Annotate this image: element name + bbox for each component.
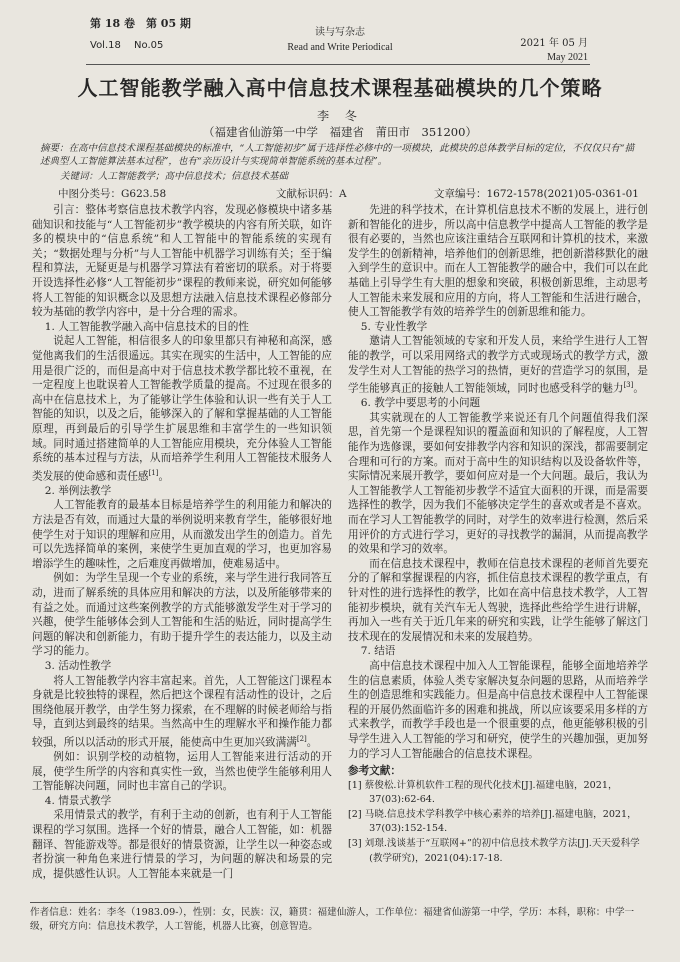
body-paragraph: 将人工智能教学内容丰富起来。首先，人工智能这门课程本身就是比较独特的课程，然后把这个课程有活动性的设计，之后围绕他展开教学，由学生努力探索，在不理解的时候老师给与指导，直到达到最终的结果。当然高中生的理解水平和操作能力都较强，所以以活动的形式开展，能使高中生更加兴致满满[2]。 (32, 674, 332, 749)
body-paragraph: 先进的科学技术，在计算机信息技术不断的发展上，进行创新和智能化的进步，所以高中信息教学中提高人工智能的教学是很有必要的，当然也应该注重结合互联网和计算机的技术，来激发学生的创新精神，培养他们的创新思维，把创新潜移默化的融入到学生的意识中。而在人工智能教学的融合中，我们可以在此基础上引导学生有大胆的想象和突破，积极创新思维，主动思考人工智能未来发展和应用的方向，将人工智能和生活进行融合，使人工智能教学有效的培养学生的创新思维和能力。 (348, 204, 648, 319)
body-paragraph: 引言：整体考察信息技术教学内容，发现必修模块中诸多基础知识和技能与“人工智能初步”教学模块的内容有所关联，如许多的模块中的“信息系统”和人工智能中的智能系统的实现有关；“数据处理与分析”与人工智能中机器学习训练有关；至于编程和算法，无疑更是与机器学习算法有着密切的联系。对于将要开设选择性必修“人工智能初步”课程的教师来说，研究如何能够将人工智能的知识概念以及思想方法融入信息技术课程必修部分较为基础的教学内容中，是十分合理的需求。 (32, 204, 332, 319)
body-paragraph: 例如：为学生呈现一个专业的系统，来与学生进行我同答互动，进而了解系统的具体应用和解决的方法，以及所能够带来的有益之处。而通过这些案例教学的方式能够激发学生对于学习的兴趣，使学生能够体会到人工智能和生活的贴近，同时提高学生问题的解决和创新能力，有助于提升学生的表达能力，以及主动学习的能力。 (32, 572, 332, 658)
document-code: 文献标识码：A (276, 188, 347, 200)
section-heading: 7. 结语 (360, 645, 396, 658)
left-column (32, 203, 332, 898)
journal-name-en: Read and Write Periodical (287, 42, 393, 53)
body-paragraph: 人工智能教育的最基本目标是培养学生的利用能力和解决的方法是否有效，而通过大量的举例说明来教育学生，能够很好地使学生对于知识的理解和应用，从而激发出学生的创造力。首先可以先选择简单的案例，来使学生更加直观的学习，也更加容易增添学生的趣味性，之后难度再做增加，使难易适中。 (32, 499, 332, 570)
section-heading: 4. 情景式教学 (44, 794, 112, 807)
section-heading: 2. 举例法教学 (44, 484, 112, 497)
references (348, 764, 652, 866)
article-number: 文章编号：1672-1578(2021)05-0361-01 (434, 188, 639, 200)
body-paragraph: 例如：识别学校的动植物，运用人工智能来进行活动的开展，使学生所学的内容和真实性一致，当然也使学生能够利用人工智能解决问题，同时也丰富自己的学识。 (32, 751, 332, 793)
author-name: 李 冬 (317, 109, 363, 123)
date-en: May 2021 (547, 52, 588, 63)
reference-item: [3] 刘璟.浅谈基于“互联网+”的初中信息技术教学方法[J].天天爱科学(教学研究)，2021(04):17-18. (348, 837, 640, 864)
references-title: 参考文献： (348, 765, 401, 777)
body-paragraph: 高中信息技术课程中加入人工智能课程，能够全面地培养学生的信息素质，体验人类专家解决复杂问题的思路，从而培养学生的创造思维和实践能力。但是高中信息技术课程中人工智能课程的开展仍然面临许多的困难和挑战，所以应该要采用多样的方式来教学，而教学手段也是一个很重要的点，他更能够积极的引导学生进入人工智能的学习和研究，使学生的兴趣加强，更加努力的学习人工智能融合的信息技术课程。 (348, 659, 648, 760)
body-paragraph: 说起人工智能，相信很多人的印象里都只有神秘和高深，感觉他离我们的生活很遥远。其实在现实的生活中，人工智能的应用是很广泛的，而但是高中对于信息技术教学都比较不重视，在一定程度上也耽误着人工智能教学质量的提高。不过现在很多的高中在信息技术上，为了能够让学生体验和认识一些有关于人工智能的知识，以及之后，能够深入的了解和掌握基础的人工智能原理，再到最后的引导学生扩展思维和丰富学生的一些知识领域。同时通过搭建简单的人工智能应用模块，充分体验人工智能系统的基本过程与方法，从而培养学生利用人工智能技术服务人类发展的使命感和责任感[1]。 (32, 335, 332, 483)
section-heading: 6. 教学中要思考的小问题 (360, 397, 481, 410)
section-heading: 5. 专业性教学 (360, 320, 428, 333)
section-heading: 3. 活动性教学 (44, 659, 112, 672)
author-affiliation: （福建省仙游第一中学 福建省 莆田市 351200） (203, 125, 477, 139)
reference-item: [2] 马晓.信息技术学科教学中核心素养的培养[J].福建电脑，2021，37(03):152-154. (348, 808, 637, 835)
running-header (0, 0, 680, 66)
abstract: 摘要：在高中信息技术课程基础模块的标准中，“人工智能初步”属于选择性必修中的一项模块，此模块的总体教学目标的定位，不仅仅只有“描述典型人工智能算法基本过程”，也有“亲历设计与实现简单智能系统的基本过程”。 (40, 143, 635, 167)
date-cn: 2021 年 05 月 (520, 38, 588, 49)
article-title: 人工智能教学融入高中信息技术课程基础模块的几个策略 (77, 76, 603, 100)
issue-cn: 第 18 卷 第 05 期 (90, 17, 191, 30)
section-heading: 1. 人工智能教学融入高中信息技术的目的性 (44, 320, 249, 333)
keywords: 关键词：人工智能教学；高中信息技术；信息技术基础 (60, 171, 289, 182)
issue-en: Vol.18 No.05 (90, 40, 164, 51)
body-paragraph: 邀请人工智能领域的专家和开发人员，来给学生进行人工智能的教学，可以采用网络式的教学方式或现场式的教学方式，激发学生对人工智能的热学习的热情，更好的营造学习的氛围，是学生能够真正的接触人工智能领域，同时也感受科学的魅力[3]。 (348, 335, 648, 395)
right-column (348, 203, 648, 763)
body-paragraph: 而在信息技术课程中，教师在信息技术课程的老师首先要充分的了解和掌握课程的内容，抓住信息技术课程的教学重点，有针对性的进行选择性的教学，比如在高中信息技术教学，人工智能初步模块，就有关汽车无人驾驶，选择此些给学生进行讲解，再加入一些有关于近几年来的研究和实践，让学生能够了解这门技术现在的发展情况和未来的发展趋势。 (348, 557, 648, 643)
classification-number: 中图分类号：G623.58 (58, 188, 167, 200)
footnote-rule (30, 902, 200, 903)
author-info-footnote: 作者信息：姓名：李冬（1983.09-），性别：女，民族：汉，籍贯：福建仙游人，工作单位：福建省仙游第一中学，学历：本科，职称：中学一级，研究方向：信息技术教学，人工智能，机器人比赛，创意智造。 (30, 907, 635, 932)
journal-name-cn: 读与写杂志 (315, 27, 365, 38)
header-rule (86, 64, 590, 65)
reference-item: [1] 蔡俊松.计算机软件工程的现代化技术[J].福建电脑，2021，37(03):62-64. (348, 779, 618, 806)
body-paragraph: 其实就现在的人工智能教学来说还有几个问题值得我们深思，首先第一个是课程知识的覆盖面和知识的了解程度，人工智能作为选修课，要如何安排教学内容和知识的深浅，都需要制定合理和可行的方案。而对于高中生的知识结构以及设备软件等，实际情况来展开教学，要如何应对是一个大问题。最后，我认为人工智能教学人工智能初步教学不适宜大面积的开课，而是需要选择性的教学，因为我们不能够决定学生的喜欢或者是不喜欢。而在学习人工智能教学的同时，对学生的效率进行检测，然后采用评价的方式进行学习，更好的寻找教学的漏洞，从而提高教学的效果和学习的效率。 (348, 411, 648, 556)
body-paragraph: 采用情景式的教学，有利于主动的创新，也有利于人工智能课程的学习氛围。选择一个好的情景，融合人工智能，如：机器翻译、智能游戏等。都是很好的情景资源，让学生以一种姿态或者扮演一种角色来进行情景的学习，为问题的解决和场景的完成，提供感性认识。人工智能本来就是一门 (32, 809, 332, 880)
